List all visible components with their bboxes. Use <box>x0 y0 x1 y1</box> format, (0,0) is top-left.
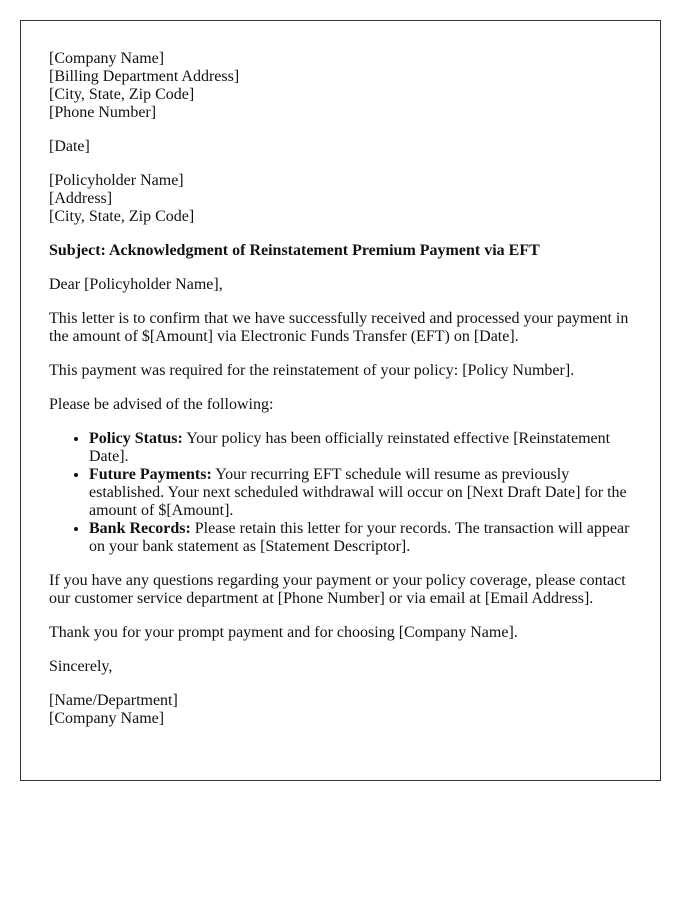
signature-name-department: [Name/Department] <box>49 692 178 709</box>
signature-block <box>49 692 632 728</box>
contact-paragraph: If you have any questions regarding your payment or your policy coverage, please contact our customer service department at [Phone Number] or via email at [Email Address]. <box>49 572 626 607</box>
signature-company-name: [Company Name] <box>49 710 165 727</box>
advisory-label: Policy Status: <box>89 430 183 447</box>
recipient-city-state-zip: [City, State, Zip Code] <box>49 208 195 225</box>
sender-company-name: [Company Name] <box>49 50 165 67</box>
advisory-text: Your policy has been officially reinstated effective [Reinstatement Date]. <box>89 430 611 465</box>
advisory-label: Future Payments: <box>89 466 212 483</box>
advisory-item-bank-records <box>89 520 632 556</box>
sender-city-state-zip: [City, State, Zip Code] <box>49 86 195 103</box>
sender-phone: [Phone Number] <box>49 104 157 121</box>
sender-address: [Billing Department Address] <box>49 68 240 85</box>
letter-document <box>20 20 661 781</box>
letter-date: [Date] <box>49 138 90 155</box>
requirement-paragraph: This payment was required for the reinstatement of your policy: [Policy Number]. <box>49 362 575 379</box>
advisory-item-policy-status <box>89 430 632 466</box>
advisory-text: Please retain this letter for your records. The transaction will appear on your bank statement as [Statement Descriptor]. <box>89 520 630 555</box>
confirmation-paragraph: This letter is to confirm that we have successfully received and processed your payment in the amount of $[Amount] via Electronic Funds Transfer (EFT) on [Date]. <box>49 310 629 345</box>
subject-line: Subject: Acknowledgment of Reinstatement Premium Payment via EFT <box>49 242 540 259</box>
advisory-item-future-payments <box>89 466 632 520</box>
salutation: Dear [Policyholder Name], <box>49 276 223 293</box>
recipient-name: [Policyholder Name] <box>49 172 184 189</box>
advisory-text: Your recurring EFT schedule will resume as previously established. Your next scheduled withdrawal will occur on [Next Draft Date] for the amount of $[Amount]. <box>89 466 627 519</box>
advisory-label: Bank Records: <box>89 520 191 537</box>
advisory-intro: Please be advised of the following: <box>49 396 274 413</box>
thanks-paragraph: Thank you for your prompt payment and for choosing [Company Name]. <box>49 624 518 641</box>
recipient-address: [Address] <box>49 190 113 207</box>
advisory-list <box>49 430 632 556</box>
sender-address-block <box>49 50 632 122</box>
recipient-address-block <box>49 172 632 226</box>
closing: Sincerely, <box>49 658 113 675</box>
